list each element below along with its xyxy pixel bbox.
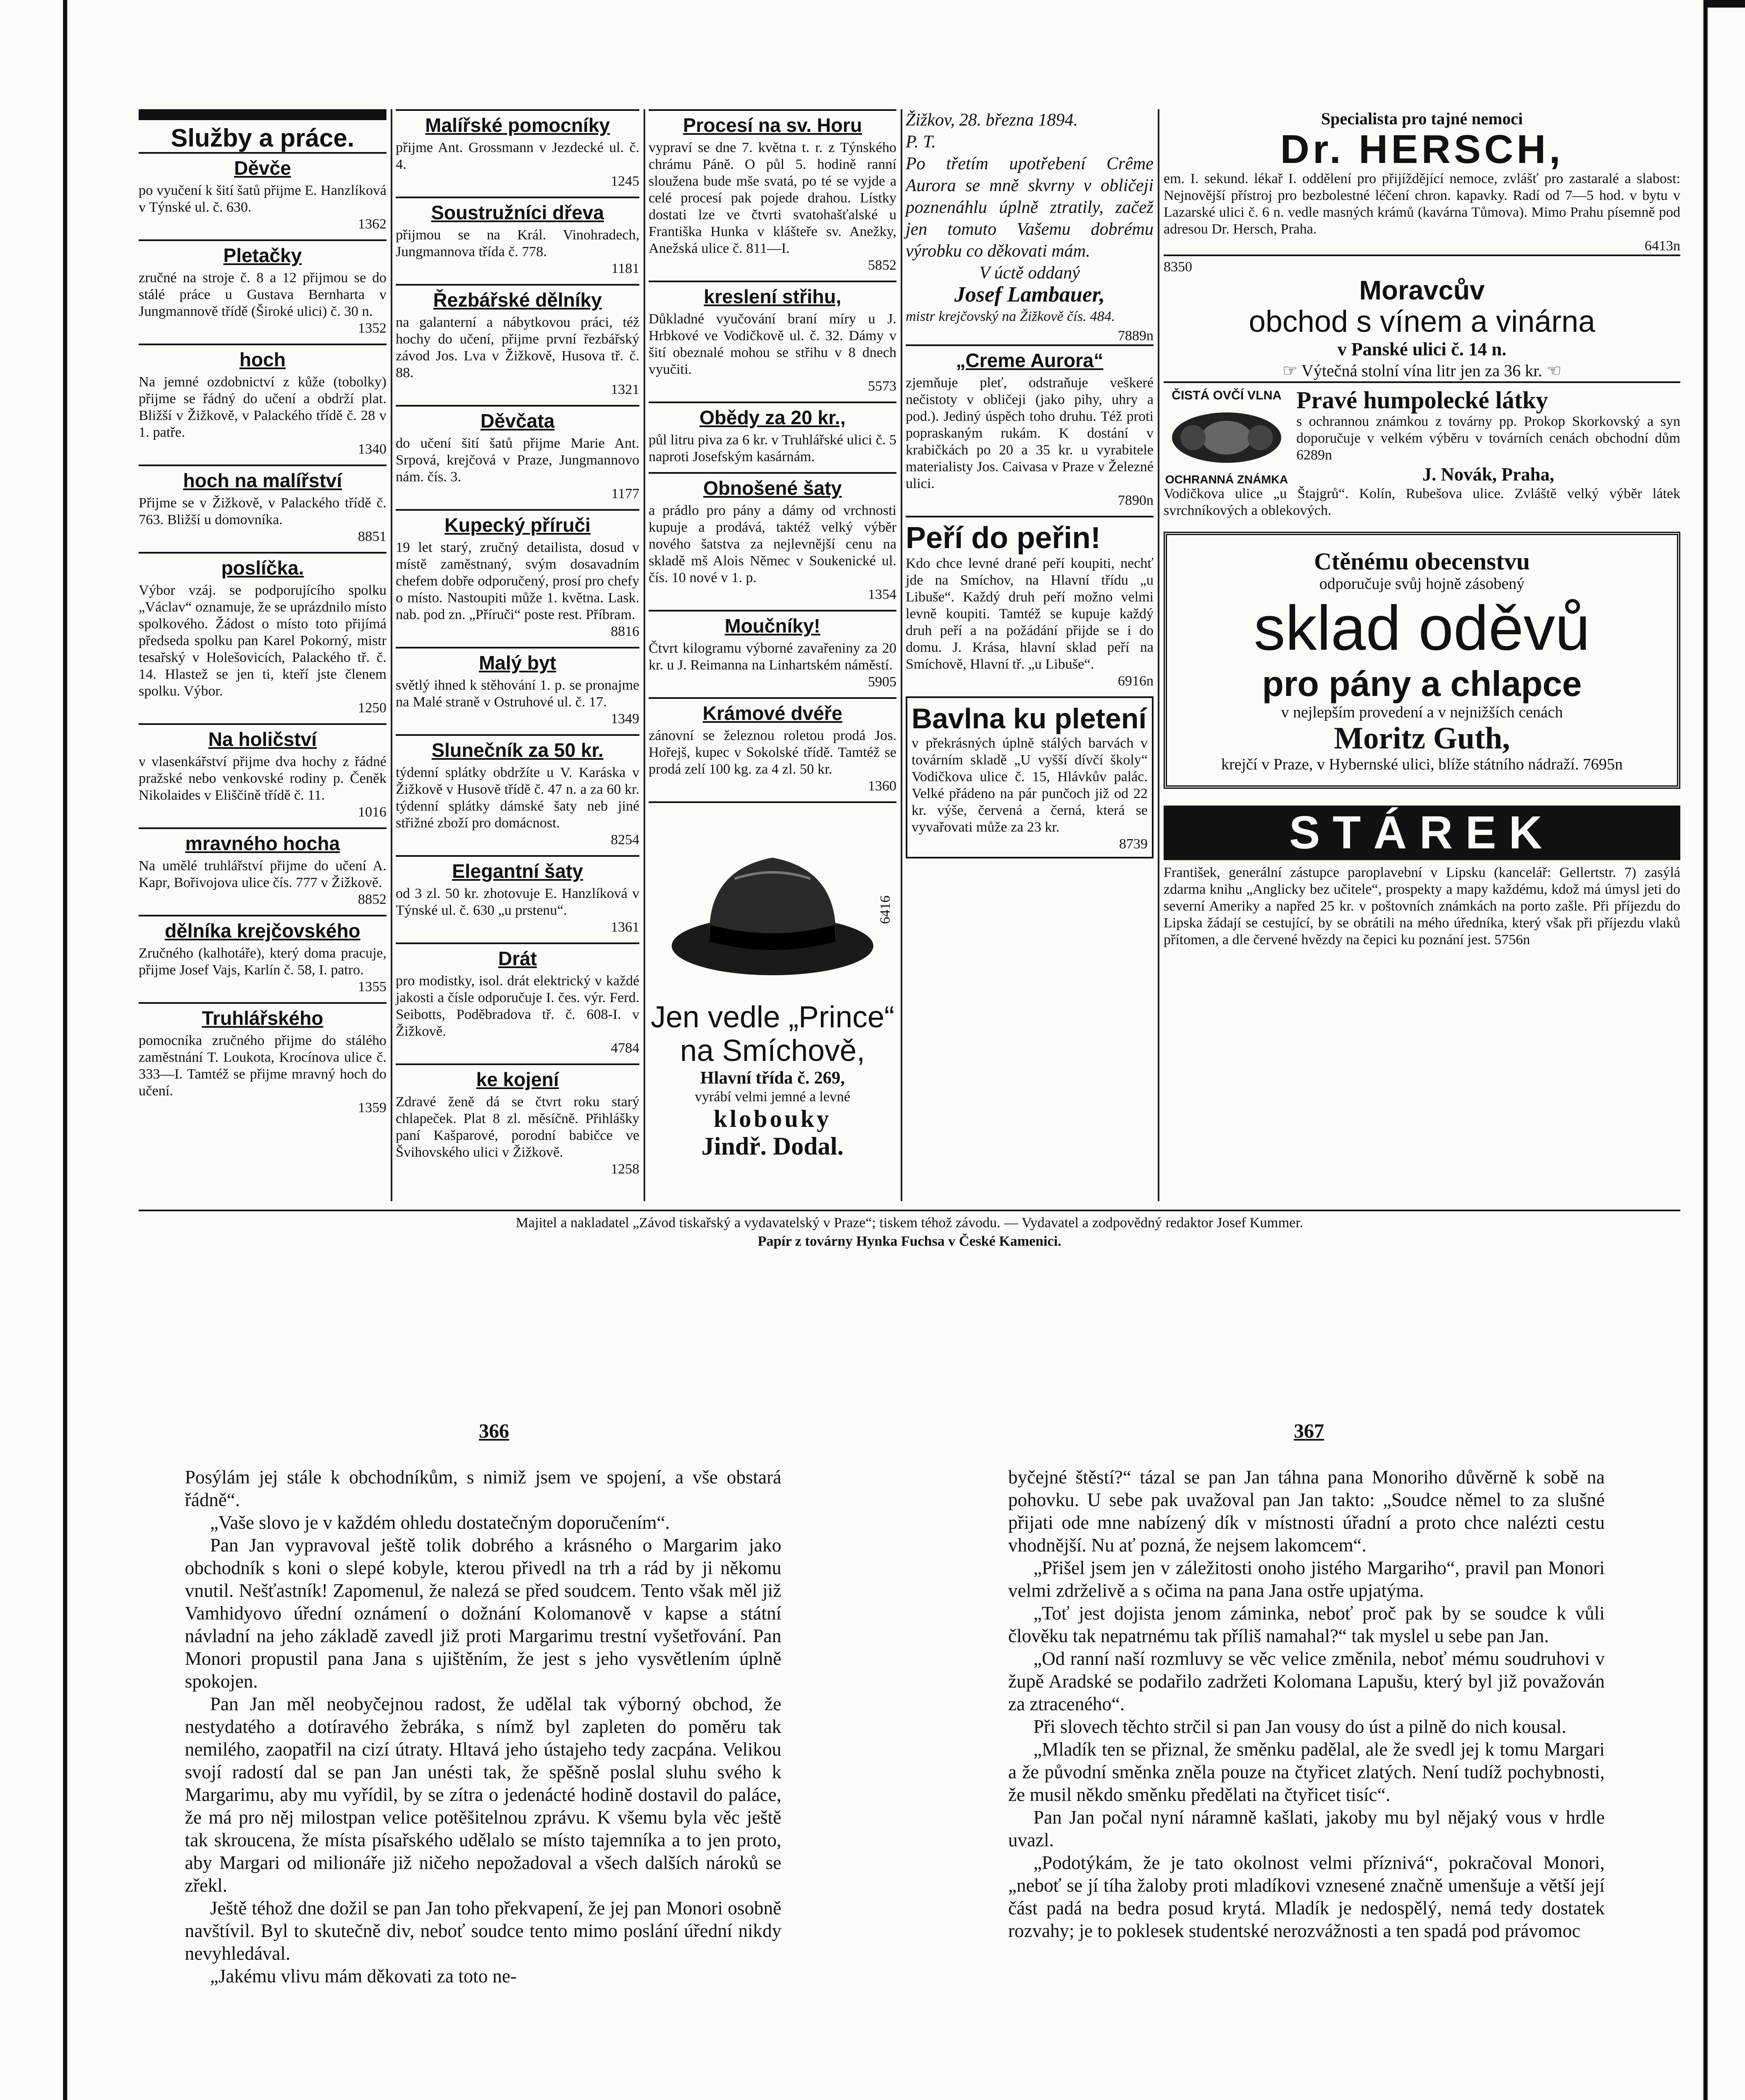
ad-title: Moučníky! <box>725 615 820 637</box>
paragraph: „Toť jest dojista jenom záminka, neboť proč pak by se soudce k vůli člověku tak nepatrnému tak příliš namahal?“ tak myslel u sebe pan Jan. <box>1008 1603 1605 1646</box>
testimonial-letter: Po třetím upotřebení Crême Aurora se mně skvrny v obličeji poznenáhlu úplně ztratily, začež jen tomuto Vašemu dobrému výrobku co děkovati mám. <box>906 154 1154 261</box>
ad-body: týdenní splátky obdržíte u V. Karáska v Žižkově v Husově třídě č. 47 n. a za 60 kr. týdenní splátky dámské šaty neb jiné střižné zboží pro domácnost. <box>396 765 639 831</box>
ads-list <box>649 109 896 795</box>
ad-number: 6413n <box>1645 238 1680 254</box>
ad-body: vypraví se dne 7. května t. r. z Týnského chrámu Páně. O půl 5. hodině ranní sloužena bude mše svatá, po té se vyjde a celé procesí pak pojede drahou. Lístky dostati lze ve čtvrti svatohašťalské u Františka Hunka v klášteře sv. Anežky, Anežská ulice č. 811—I. <box>649 140 896 256</box>
ad-body: na galanterní a nábytkovou práci, též hochy do učení, přijme první řezbářský závod Jos. Lva v Žižkově, Husova tř. č. 88. <box>396 315 639 381</box>
imprint-line: Papír z továrny Hynka Fuchsa v České Kamenici. <box>757 1234 1062 1249</box>
ad-body: em. I. sekund. lékař I. oddělení pro přijíždějící nemoce, zvlášť pro zastaralé a slabost: Nejnovější přístroj pro bezbolestné léčení chron. kapavky. Radí od 7—5 hod. v bytu v Lazarské ulici č. 6 n. vedle masných krámů (kavárna Tůmova). Mimo Prahu písemně pod adresou Dr. Hersch, Praha. <box>1164 171 1680 237</box>
ad-body: Zdravé ženě dá se čtvrt roku starý chlapeček. Plat 8 zl. měsíčně. Přihlášky paní Kašparové, porodní babičce ve Švihovského ulici v Žižkově. <box>396 1094 639 1160</box>
classified-ad <box>649 472 896 603</box>
ad-title: Elegantní šaty <box>452 860 583 882</box>
ad-title: Bavlna ku pletení <box>912 703 1147 735</box>
ad-number: 1352 <box>358 320 386 336</box>
ad-title: Na holičství <box>208 728 317 750</box>
ad-number: 5905 <box>868 674 896 690</box>
ad-number: 1016 <box>358 804 386 820</box>
ad-body: a prádlo pro pány a dámy od vrchnosti kupuje a prodává, taktéž velký výběr nového šatstva za nejlevnější cenu na skladě mš Alois Němec v Soukenické ul. čís. 10 nové v 1. p. <box>649 503 896 585</box>
ad-body: přijmou se na Král. Vinohradech, Jungmannova třída č. 778. <box>396 227 639 260</box>
ad-body <box>1164 864 1680 948</box>
trademark-text: OCHRANNÁ ZNÁMKA <box>1165 473 1288 486</box>
classified-ad <box>139 827 386 908</box>
section-heading: Služby a práce. <box>171 124 355 152</box>
classified-ad <box>139 723 386 821</box>
paragraph: „Jakému vlivu mám děkovati za toto ne- <box>210 1966 517 1987</box>
hat-ad-line: vyrábí velmi jemné a levné <box>694 1089 851 1105</box>
trademark-text: ČISTÁ OVČÍ VLNA <box>1172 388 1282 402</box>
right-frame-bar <box>1703 0 1708 2100</box>
classified-ad <box>649 402 896 465</box>
dateline: Žižkov, 28. března 1894. <box>906 110 1078 130</box>
ad-number: 1355 <box>358 979 386 995</box>
classified-ad <box>649 610 896 690</box>
wool-trademark <box>1164 387 1290 486</box>
corner-mark <box>1706 0 1745 8</box>
classified-ad <box>139 1002 386 1116</box>
ad-number: 6916n <box>1118 673 1154 689</box>
merchant-name: Moritz Guth, <box>1334 721 1510 756</box>
ad-number: 8851 <box>358 529 386 544</box>
paragraph: „Podotýkám, že je tato okolnost velmi příznivá“, pokračoval Monori, „neboť se jí tíha žaloby proti mladíkovi vznesené značně umenšuje a větší její část padá na bedra posud krytá. Mladík je nedospělý, nemá tedy dostatek rozvahy; je to poklesek studentské nerozvážnosti a ten spadá pod právomoc <box>1008 1852 1605 1941</box>
classified-ad <box>649 109 896 274</box>
classified-ad <box>396 734 639 848</box>
column-rule <box>1158 109 1159 1201</box>
ad-number: 7889n <box>1118 328 1154 344</box>
ad-number: 1258 <box>611 1161 639 1177</box>
ad-number: 8350 <box>1164 259 1192 275</box>
ad-number: 8816 <box>611 624 639 639</box>
ad-text: s ochrannou známkou z továrny pp. Prokop Skorkovský a syn doporučuje v velkém výběru v továrních cenách obchodní dům <box>1296 414 1680 446</box>
ad-body: pro modistky, isol. drát elektrický v každé jakosti a čísle odporučuje I. čes. výr. Ferd. Seibotts, Poděbradova tř. č. 608-I. v Žižkově. <box>396 973 639 1039</box>
wool-ad <box>906 696 1154 858</box>
hat-ad-line: na Smíchově, <box>680 1034 865 1068</box>
ad-title: Kupecký příruči <box>444 514 591 536</box>
ad-number: 1340 <box>358 441 386 457</box>
ad-title: Procesí na sv. Horu <box>683 114 862 136</box>
pointing-hand-icon: ☞ <box>1282 361 1302 380</box>
salutation: P. T. <box>906 132 936 152</box>
ad-body: do učení šití šatů přijme Marie Ant. Srpová, krejčová v Praze, Jungmannovo nám. čís. 3. <box>396 436 639 485</box>
ad-title: Peří do peřin! <box>906 521 1101 555</box>
ad-title: Krámové dvéře <box>702 702 843 724</box>
ad-number: 1177 <box>611 486 639 501</box>
wine-ad <box>1164 255 1680 381</box>
ad-body: zručné na stroje č. 8 a 12 přijmou se do stálé práce u Gustava Bernharta v Jungmannově třídě (Široké ulici) č. 30 n. <box>139 270 386 319</box>
ad-title: Řezbářské dělníky <box>433 289 602 311</box>
ram-head-icon <box>1164 404 1290 467</box>
ad-title: Slunečník za 50 kr. <box>431 739 604 761</box>
wine-price: Výtečná stolní vína litr jen za 36 kr. <box>1301 361 1543 380</box>
pointing-hand-icon: ☜ <box>1542 361 1562 380</box>
ad-body: Výbor vzáj. se podporujícího spolku „Václav“ oznamuje, že se uprázdnilo místo spolkového. Žádost o místo toto přijímá předseda spolku pan Karel Pokorný, mistr tesařský v Holešovicích, Palackého tř. č. 14. Hlastež se jen ti, kteří jste členem spolku. Výbor. <box>139 583 386 699</box>
classified-ad <box>649 697 896 795</box>
ad-body: Přijme se v Žižkově, v Palackého třídě č. 763. Bližší u domovníka. <box>139 495 386 528</box>
ad-number: 1359 <box>358 1100 386 1116</box>
classified-ad <box>649 281 896 395</box>
ad-title: Malířské pomocníky <box>425 114 610 136</box>
paragraph: „Mladík ten se přiznal, že směnku padělal, ale že svedl jej k tomu Margari a že původní směnka zněla pouze na čtyřicet zlatých. Není tudíž pochybnosti, že musil někdo směnku předělati na čtyřicet tisíc“. <box>1008 1739 1605 1805</box>
classified-ad <box>139 915 386 995</box>
hat-advertisement <box>649 801 896 1160</box>
ad-title: kreslení střihu, <box>704 286 841 307</box>
ad-title: Moravcův <box>1359 275 1485 305</box>
letter-closing: V úctě oddaný <box>979 263 1080 283</box>
ad-number: 8254 <box>611 832 639 848</box>
classified-ad <box>396 647 639 727</box>
ad-text: František, generální zástupce paroplavební v Lipsku (kancelář: Gellertstr. 7) zasýlá zdarma knihu „Anglicky bez učitele“, prospekty a mapy každému, kdož má úmysl jeti do severní Ameriky a napřed 25 kr. v poštovních známkách na porto zašle. Při příjezdu do Lipska žádají se cestující, by se obrátili na mého úředníka, který však při příjezdu vlaků přítomen, a dle červené hvězdy na čepici ku poznání jest. <box>1164 865 1680 948</box>
ad-number: 5573 <box>868 378 896 394</box>
paragraph: „Od ranní naší rozmluvy se věc velice změnila, neboť mému soudruhovi v župě Aradské se podařilo zadržeti Kolomana Lapušu, který byl již považován za ztraceného“. <box>1008 1648 1605 1714</box>
ad-title: mravného hocha <box>185 832 340 854</box>
ad-title: Pletačky <box>223 244 302 266</box>
ads-column-4 <box>906 109 1154 865</box>
novel-text-left-page <box>185 1466 781 1987</box>
paragraph: Pan Jan měl neobyčejnou radost, že udělal tak výborný obchod, že nestydatého a dotíravého žebráka, s nímž byl zapleten do poměru tak nemilého, zaopatřil na cizí útraty. Hltavá jeho ústajeho tedy zacpána. Velikou svojí radostí dal se pan Jan unésti tak, že spěšně poslal sluhu svého k Margarimu, aby mu vyřídil, by se zítra o jedenácté hodině dostavil do paláce, že má pro něj milostpan velice potěšitelnou zprávu. K všemu byla věc ještě tak skroucena, že místa písařského udělalo se místo tajemníka a to jen proto, aby Margari od milionáře již ničeho nepožadoval a všech dalších nároků se zřekl. <box>185 1693 781 1896</box>
classified-ad <box>396 509 639 640</box>
column-rule <box>644 109 645 1201</box>
paragraph: Pan Jan vypravoval ještě tolik dobrého a krásného o Margarim jako obchodník s koni o slepé kobyle, kterou přivedl na trh a rád by ji někomu vnutil. Nešťastník! Zapomenul, že nalezá se před soudcem. Tento však měl již Vamhidyovo úřední oznámení o dožnání Kolomanově v kapse a státní návladní na jeho základě zavedl již proti Margarimu trestní vyšetřování. Pan Monori propustil pana Jana s ujištěním, že jest s jeho vysvětlením úplně spokojen. <box>185 1535 781 1692</box>
shipping-agent-ad <box>1164 806 1680 948</box>
ad-number: 1354 <box>868 587 896 602</box>
ads-column-2 <box>396 109 639 1184</box>
ad-number: 1362 <box>358 216 386 232</box>
ad-heading: Specialista pro tajné nemoci <box>1321 109 1523 128</box>
classified-ads-page <box>139 109 1680 1201</box>
ad-body: Na umělé truhlářství přijme do učení A. Kapr, Bořivojova ulice čís. 777 v Žižkově. <box>139 858 386 890</box>
ad-title: Obnošené šaty <box>703 477 842 499</box>
ad-body: Na jemné ozdobnictví z kůže (tobolky) přijme se řádný do učení a obdrží plat. Bližší v Žižkově, v Palackého třídě č. 28 v 1. patře. <box>139 374 386 440</box>
ad-body: Zručného (kalhotáře), který doma pracuje, přijme Josef Vajs, Karlín č. 58, I. patro. <box>139 945 386 978</box>
classified-ad <box>396 855 639 936</box>
ad-number: 4784 <box>611 1040 639 1056</box>
ad-number: 7695n <box>1583 756 1623 773</box>
ads-column-services <box>139 109 386 1123</box>
ad-title: Obědy za 20 kr., <box>699 407 846 428</box>
classified-ad <box>396 405 639 502</box>
ad-body: zjemňuje pleť, odstraňuje veškeré nečistoty v obličeji (jako pihy, uhry a pod.). Jediný úspěch toho druhu. Též proti popraskaným rukám. K dostání v krabičkách po 20 a 35 kr. u vyrabitele materialisty Jos. Caivasa v Praze v Železné ulici. <box>906 375 1154 491</box>
ads-column-3 <box>649 109 896 1160</box>
ad-number: 6289n <box>1296 447 1332 463</box>
ad-title: Děvče <box>234 157 291 179</box>
ad-body: přijme Ant. Grossmann v Jezdecké ul. č. 4. <box>396 140 639 172</box>
paragraph: Při slovech těchto strčil si pan Jan vousy do úst a pilně do nich kousal. <box>1033 1716 1566 1737</box>
hat-ad-line: Jen vedle „Prince“ <box>650 1000 895 1034</box>
classified-ad <box>396 942 639 1057</box>
paragraph: Ještě téhož dne dožil se pan Jan toho překvapení, že jej pan Monori osobně navštívil. Byl to skutečně div, neboť soudce tento mimo poslání úřední nikdy nevyhledával. <box>185 1898 781 1964</box>
ad-body: Kdo chce levné drané peří koupiti, nechť jde na Smíchov, na Hlavní třídu „u Libuše“. Každý druh peří možno velmi levně koupiti. Tamtéž se kupuje každý druh peří a na požádání přijde se i do domu. J. Krása, hlavní sklad peří na Smíchově, Hlavní tř. „u Libuše“. <box>906 556 1154 672</box>
ad-title: Malý byt <box>478 652 557 674</box>
paragraph: byčejné štěstí?“ tázal se pan Jan táhna pana Monoriho důvěrně k sobě na pohovku. U sebe pak uvažoval pan Jan takto: „Soudce němel to za slušné přijati ode mne nabízený dík v místnosti úřadní a proto chce nalézti cestu vhodnější. Nu ať pozná, že nejsem lakomcem“. <box>1008 1467 1605 1556</box>
ad-subtitle: obchod s vínem a vinárna <box>1248 305 1595 339</box>
ad-body: zánovní se železnou roletou prodá Jos. Hořejš, kupec v Sokolské třídě. Tamtéž se prodá zelí 100 kg. za 4 zl. 50 kr. <box>649 728 896 777</box>
ad-body: od 3 zl. 50 kr. zhotovuje E. Hanzlíková v Týnské ul. č. 630 „u prstenu“. <box>396 886 639 918</box>
ad-number: 5756n <box>1494 932 1530 948</box>
ad-title: ke kojení <box>476 1068 559 1090</box>
ad-body <box>1180 756 1664 773</box>
ad-number: 1250 <box>358 700 386 716</box>
ad-title: Truhlářského <box>202 1007 323 1029</box>
column-rule <box>901 109 902 1201</box>
ad-body: 19 let starý, zručný detailista, dosud v místě zaměstnaný, svým dosavadním chefem dobře odporučený, prosí pro chefy o místo. Nastoupiti může 1. května. Lask. nab. pod zn. „Příruči“ poste rest. Příbram. <box>396 540 639 622</box>
classified-ad <box>139 465 386 545</box>
ad-title: Děvčata <box>480 410 555 432</box>
ad-body: Čtvrt kilogramu výborné zavařeniny za 20 kr. u J. Reimanna na Linhartském náměstí. <box>649 640 896 673</box>
ad-body: v vlasenkářství přijme dva hochy z řádné pražské nebo venkovské rodiny p. Čeněk Nikolaides v Eliščině třídě č. 11. <box>139 754 386 803</box>
imprint <box>139 1210 1680 1251</box>
ad-number: 1349 <box>611 711 639 727</box>
paragraph: Posýlám jej stále k obchodníkům, s nimiž jsem ve spojení, a vše obstará řádně“. <box>185 1467 781 1510</box>
hat-ad-line: Hlavní třída č. 269, <box>700 1068 845 1088</box>
ad-number: 8852 <box>358 892 386 907</box>
ad-body: Vodičkova ulice „u Štajgrů“. Kolín, Rubešova ulice. Zvláště velký výběr látek svrchníkových a oblekových. <box>1164 486 1680 518</box>
ad-number: 8739 <box>1119 836 1148 852</box>
novel-text-right-page <box>1008 1466 1605 1942</box>
ad-title: „Creme Aurora“ <box>956 349 1104 371</box>
letter-signature: Josef Lambauer, <box>954 283 1105 307</box>
feathers-ad <box>906 516 1154 690</box>
cream-ad <box>906 344 1154 509</box>
ad-title: Pravé humpolecké látky <box>1296 386 1548 414</box>
ad-headline: pro pány a chlapce <box>1262 664 1582 704</box>
letter-signature-detail: mistr krejčovský na Žižkově čís. 484. <box>906 309 1115 324</box>
hat-ad-line: Jindř. Dodal. <box>701 1132 844 1160</box>
classified-ad <box>139 152 386 233</box>
ad-title: Drát <box>498 948 537 969</box>
classified-ad <box>396 1063 639 1178</box>
ad-banner: STÁREK <box>1164 806 1680 860</box>
ad-number: 1181 <box>611 261 639 276</box>
ad-body: pomocníka zručného přijme do stálého zaměstnání T. Loukota, Krocínova ulice č. 333—I. Tamtéž se přijme mravný hoch do učení. <box>139 1033 386 1099</box>
column-top-bar <box>139 109 386 120</box>
paragraph: „Přišel jsem jen v záležitosti onoho jistého Margariho“, pravil pan Monori velmi zdrželivě a s očima na pana Jana ostře upjatýma. <box>1008 1557 1605 1601</box>
classified-ad <box>396 197 639 277</box>
ad-body: v překrásných úplně stálých barvách v továrním skladě „U vyšší dívčí školy“ Vodičkova ulice č. 15, Hlávkův palác. Velké přádeno na pár punčoch již od 22 kr. výše, červená a černá, která se vyvařovati může za 23 kr. <box>912 735 1148 835</box>
ad-body: v nejlepším provedení a v nejnižších cenách <box>1281 704 1563 721</box>
ad-text: krejčí v Praze, v Hybernské ulici, blíže státního nádraží. <box>1221 756 1579 773</box>
ad-body: po vyučení k šití šatů přijme E. Hanzlíková v Týnské ul. č. 630. <box>139 183 386 215</box>
classified-ad <box>396 284 639 398</box>
ad-body <box>1164 360 1680 381</box>
ad-body: odporučuje svůj hojně zásobený <box>1319 575 1525 593</box>
ad-title: hoch <box>239 349 286 370</box>
ad-body: světlý ihned k stěhování 1. p. se pronajme na Malé straně v Ostruhové ul. č. 17. <box>396 677 639 710</box>
ad-title: hoch na malířství <box>183 470 342 491</box>
ad-number: 7890n <box>1118 493 1154 508</box>
ad-body: půl litru piva za 6 kr. v Truhlářské ulici č. 5 naproti Josefským kasárnám. <box>649 432 896 465</box>
ad-headline: sklad oděvů <box>1254 593 1590 663</box>
clothing-store-ad <box>1164 532 1680 789</box>
ad-number: 1245 <box>611 173 639 189</box>
imprint-line: Majitel a nakladatel „Závod tiskařský a vydavatelský v Praze“; tiskem téhož závodu. — Vydavatel a zodpovědný redaktor Josef Kummer. <box>139 1210 1680 1232</box>
ad-title: poslíčka. <box>221 557 304 579</box>
classified-ad <box>139 344 386 458</box>
ad-number: 6416 <box>878 895 893 924</box>
page-number-left: 366 <box>479 1420 509 1442</box>
classified-ad <box>139 552 386 717</box>
ad-number: 1360 <box>868 778 896 794</box>
merchant-name: J. Novák, Praha, <box>1422 464 1555 485</box>
paragraph: „Vaše slovo je v každém ohledu dostatečným doporučením“. <box>210 1512 670 1533</box>
cloth-ad <box>1164 381 1680 519</box>
classified-ad <box>139 239 386 337</box>
doctor-name: Dr. HERSCH, <box>1280 127 1564 172</box>
ad-address: v Panské ulici č. 14 n. <box>1337 339 1507 360</box>
ad-title: Ctěnému obecenstvu <box>1314 548 1530 575</box>
paragraph: Pan Jan počal nyní náramně kašlati, jakoby mu byl nějaký vous v hrdle uvazl. <box>1008 1807 1605 1851</box>
ad-title: Soustružníci dřeva <box>431 202 604 223</box>
ad-number: 5852 <box>868 257 896 273</box>
page-number-right: 367 <box>1294 1420 1324 1442</box>
hat-ad-line: klobouky <box>713 1105 832 1132</box>
classified-ad <box>396 109 639 190</box>
left-frame-bar <box>63 0 67 2100</box>
ad-title: dělníka krejčovského <box>165 920 360 942</box>
hat-illustration <box>663 820 882 988</box>
ad-number: 1321 <box>611 382 639 397</box>
ads-column-5 <box>1164 109 1680 948</box>
ad-number: 1361 <box>611 919 639 935</box>
ad-body: Důkladné vyučování braní míry u J. Hrbkové ve Vodičkově ul. č. 32. Dámy v šití obeznalé mohou se střihu v 8 dnech vyučiti. <box>649 311 896 377</box>
column-rule <box>391 109 392 1201</box>
